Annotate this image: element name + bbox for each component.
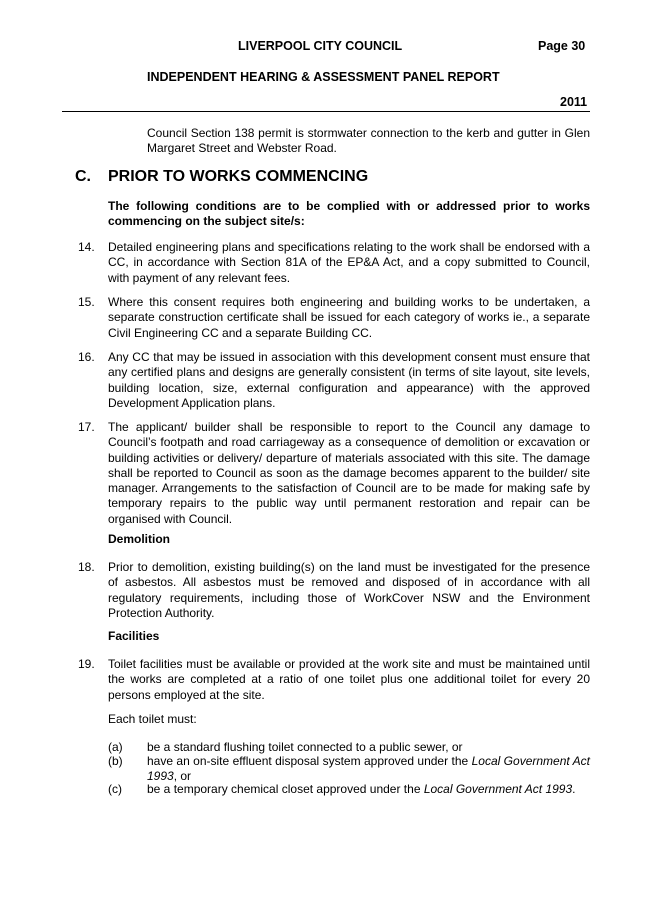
header-rule xyxy=(62,111,590,112)
toilet-item-a-text: be a standard flushing toilet connected to a public sewer, or xyxy=(147,740,463,754)
header-year: 2011 xyxy=(560,95,588,109)
toilet-item-c-label: (c) xyxy=(108,782,122,796)
condition-14-number: 14. xyxy=(78,240,95,254)
each-toilet-lead: Each toilet must: xyxy=(108,712,197,726)
subheading-demolition: Demolition xyxy=(108,532,170,546)
condition-18-number: 18. xyxy=(78,560,95,574)
condition-19-text: Toilet facilities must be available or provided at the work site and must be maintained until the works are completed at a ratio of one toilet plus one additional toilet for every 20 persons employed at the site. xyxy=(108,657,590,702)
toilet-item-b-text: have an on-site effluent disposal system approved under the Local Government Act 1993, or xyxy=(147,754,591,784)
condition-15-number: 15. xyxy=(78,295,95,309)
condition-15-text: Where this consent requires both engineering and building works to be undertaken, a separate construction certificate shall be issued for each category of works ie., a separate Civil Engineering CC and a separate Building CC. xyxy=(108,295,590,340)
condition-16-text: Any CC that may be issued in association with this development consent must ensure that any certified plans and designs are generally consistent (in terms of site layout, site levels, building location, size, external configuration and appearance) with the approved Development Application plans. xyxy=(108,350,590,410)
section-letter: C. xyxy=(75,168,91,185)
condition-16-number: 16. xyxy=(78,350,95,364)
condition-19-number: 19. xyxy=(78,657,95,671)
condition-18-text: Prior to demolition, existing building(s) on the land must be investigated for the presence of asbestos. All asbestos must be removed and disposed of in accordance with all regulatory requirements, including those of WorkCover NSW and the Environment Protection Authority. xyxy=(108,560,590,620)
section-title: PRIOR TO WORKS COMMENCING xyxy=(108,168,369,185)
condition-14-text: Detailed engineering plans and specifications relating to the work shall be endorsed with a CC, in accordance with Section 81A of the EP&A Act, and a copy submitted to Council, with payment of any relevant fees. xyxy=(108,240,590,285)
subheading-facilities: Facilities xyxy=(108,629,160,643)
toilet-item-c-text: be a temporary chemical closet approved under the Local Government Act 1993. xyxy=(147,782,576,796)
condition-17-text: The applicant/ builder shall be responsible to report to the Council any damage to Council’s footpath and road carriageway as a consequence of demolition or excavation or building activities or delivery/ departure of materials associated with this site. The damage shall be reported to Council as soon as the damage becomes apparent to the builder/ site manager. Arrangements to the satisfaction of Council are to be made for making safe by temporary repairs to the public way until permanent restoration and repair can be organised with Council. xyxy=(108,420,590,526)
header-report-title: INDEPENDENT HEARING & ASSESSMENT PANEL REPORT xyxy=(147,70,500,84)
intro-paragraph: Council Section 138 permit is stormwater connection to the kerb and gutter in Glen Margaret Street and Webster Road. xyxy=(147,126,590,156)
section-lead: The following conditions are to be complied with or addressed prior to works commencing on the subject site/s: xyxy=(108,199,590,229)
header-council: LIVERPOOL CITY COUNCIL xyxy=(238,39,403,53)
header-page-number: Page 30 xyxy=(538,39,586,53)
toilet-item-b-label: (b) xyxy=(108,754,123,768)
toilet-item-a-label: (a) xyxy=(108,740,123,754)
condition-17-number: 17. xyxy=(78,420,95,434)
